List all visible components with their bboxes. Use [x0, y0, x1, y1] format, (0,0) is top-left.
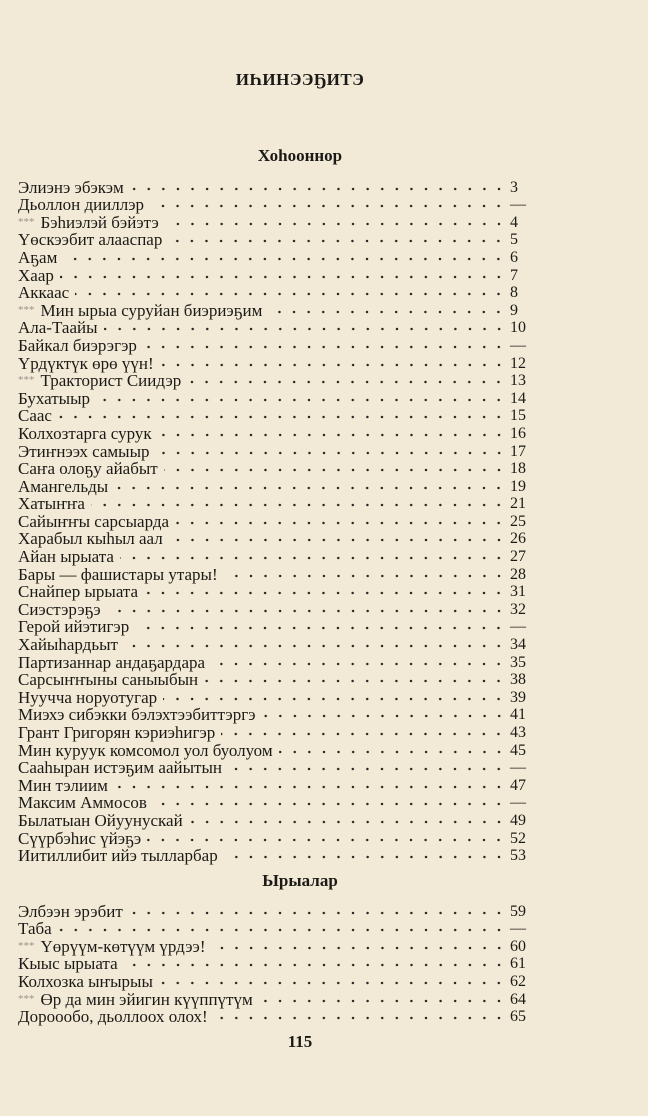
entry-title-text: Бары — фашистары утары!	[18, 564, 218, 584]
entry-page-number: 43	[510, 724, 526, 741]
entry-page-number: 14	[510, 389, 526, 407]
entry-title-text: Таба	[18, 919, 52, 939]
entry-page-number: 6	[510, 248, 518, 266]
entry-title	[18, 407, 52, 424]
dot-leader	[228, 765, 506, 773]
toc-entry	[18, 248, 530, 266]
entry-title-text: Тракторист Сиидэр	[40, 371, 182, 391]
entry-title	[18, 319, 98, 336]
entry-title-text: Хатыҥҥа	[18, 494, 85, 514]
entry-title	[18, 214, 159, 231]
entry-title	[18, 372, 181, 389]
entry-page-number: 39	[510, 688, 526, 706]
entry-title-text: Харабыл кыһыл аал	[18, 529, 163, 549]
dot-leader	[63, 255, 506, 263]
toc-entry	[18, 776, 530, 794]
entry-page-number: 21	[510, 495, 526, 513]
dot-leader	[58, 926, 506, 934]
entry-title-text: Сиэстэрэҕэ	[18, 599, 101, 619]
entry-title	[18, 355, 154, 372]
entry-title-text: Этиҥнээх самыыр	[18, 441, 150, 461]
toc-entry	[18, 178, 530, 196]
dot-leader	[114, 484, 506, 492]
toc-entry	[18, 794, 530, 812]
entry-title-text: Колхозка ыҥырыы	[18, 971, 153, 991]
entry-title-text: Өр да мин эйигин күүппүтүм	[40, 989, 253, 1009]
toc-entry	[18, 635, 530, 653]
toc-entry	[18, 741, 530, 759]
toc-entry	[18, 847, 530, 865]
entry-page-number: 53	[510, 847, 526, 865]
dot-leader	[221, 730, 506, 738]
entry-title-text: Бэһиэлэй бэйэтэ	[40, 212, 159, 232]
toc-entry	[18, 284, 530, 302]
entry-title-text: Саас	[18, 406, 52, 426]
entry-title-text: Сааһыран истэҕим аайытын	[18, 758, 222, 778]
dot-leader	[279, 748, 506, 756]
toc-entry	[18, 477, 530, 495]
dot-leader	[187, 378, 506, 386]
entry-title	[18, 443, 150, 460]
entry-title	[18, 495, 85, 512]
entry-page-number: 19	[510, 477, 526, 495]
dot-leader	[164, 466, 506, 474]
entry-page-number: 38	[510, 671, 526, 689]
entry-page-number: 5	[510, 231, 518, 249]
dot-leader	[58, 413, 506, 421]
entry-page-number: 15	[510, 407, 526, 425]
toc-entry	[18, 706, 530, 724]
dot-leader	[159, 979, 506, 987]
entry-title	[18, 530, 163, 547]
dot-leader	[153, 800, 506, 808]
entry-page-number: 8	[510, 284, 518, 302]
toc-entry	[18, 653, 530, 671]
entry-title	[18, 267, 54, 284]
entry-title	[18, 425, 152, 442]
dot-leader	[212, 944, 507, 952]
asterisks-marker: ***	[18, 992, 35, 1005]
entry-page-number: 13	[510, 372, 526, 390]
dot-leader	[130, 185, 506, 193]
dot-leader	[224, 853, 506, 861]
toc-entry	[18, 688, 530, 706]
entry-title	[18, 991, 253, 1008]
entry-title	[18, 1008, 208, 1025]
dot-leader	[107, 607, 506, 615]
entry-title	[18, 284, 69, 301]
entry-title	[18, 583, 138, 600]
entry-title-text: Дьоллон дииллэр	[18, 195, 145, 215]
entry-title	[18, 231, 162, 248]
dot-leader	[214, 1014, 506, 1022]
toc-entry	[18, 372, 530, 390]
toc-entry	[18, 618, 530, 636]
entry-page-number: —	[510, 920, 526, 938]
entry-title	[18, 179, 124, 196]
entry-title	[18, 955, 118, 972]
entry-title	[18, 618, 129, 635]
entry-page-number: 61	[510, 955, 526, 973]
entry-page-number: 3	[510, 178, 518, 196]
entry-title-text: Мин тэлиим	[18, 775, 108, 795]
dot-leader	[160, 361, 506, 369]
toc-entry	[18, 407, 530, 425]
toc-entry	[18, 530, 530, 548]
entry-page-number: 65	[510, 1008, 526, 1026]
dot-leader	[124, 642, 506, 650]
entry-page-number: 12	[510, 354, 526, 372]
entry-page-number: 9	[510, 301, 518, 319]
dot-leader	[268, 308, 506, 316]
entry-title-text: Үөрүүм-көтүүм үрдээ!	[40, 936, 206, 956]
entry-title	[18, 337, 137, 354]
toc-entry	[18, 231, 530, 249]
dot-leader	[224, 572, 506, 580]
entry-title	[18, 903, 123, 920]
entry-title-text: Максим Аммосов	[18, 793, 147, 813]
entry-title-text: Мин ырыа суруйан биэриэҕим	[40, 300, 263, 320]
page-title: ИҺИНЭЭҔИТЭ	[235, 70, 365, 89]
entry-page-number: 31	[510, 583, 526, 601]
entry-title	[18, 302, 262, 319]
toc-entry	[18, 460, 530, 478]
entry-title-text: Аҕам	[18, 247, 58, 267]
dot-leader	[262, 712, 507, 720]
toc-entry	[18, 301, 530, 319]
dot-leader	[114, 783, 506, 791]
dot-leader	[150, 202, 506, 210]
entry-page-number: —	[510, 196, 526, 214]
toc-list-songs	[18, 902, 530, 1025]
entry-title	[18, 938, 206, 955]
dot-leader	[169, 536, 506, 544]
entry-title	[18, 973, 153, 990]
entry-page-number: 27	[510, 548, 526, 566]
entry-title-text: Ала-Таайы	[18, 318, 98, 338]
entry-page-number: 52	[510, 829, 526, 847]
entry-title-text: Элбээн эрэбит	[18, 901, 123, 921]
entry-page-number: 4	[510, 213, 518, 231]
entry-page-number: 35	[510, 653, 526, 671]
entry-page-number: 10	[510, 319, 526, 337]
toc-entry	[18, 354, 530, 372]
entry-title-text: Иитиллибит ийэ тылларбар	[18, 846, 218, 866]
entry-title-text: Сүүрбэһис үйэҕэ	[18, 828, 142, 848]
entry-title-text: Снайпер ырыата	[18, 582, 139, 602]
toc-entry	[18, 266, 530, 284]
entry-page-number: 32	[510, 600, 526, 618]
entry-title	[18, 812, 183, 829]
entry-page-number: 28	[510, 565, 526, 583]
entry-title-text: Үөскээбит алааспар	[18, 230, 163, 250]
toc-entry	[18, 902, 530, 920]
entry-title	[18, 671, 198, 688]
entry-page-number: 26	[510, 530, 526, 548]
dot-leader	[163, 695, 506, 703]
dot-leader	[156, 449, 506, 457]
entry-page-number: 47	[510, 776, 526, 794]
entry-title-text: Грант Григорян кэриэһигэр	[18, 723, 216, 742]
toc-entry	[18, 336, 530, 354]
entry-title-text: Дороообо, дьоллоох олох!	[18, 1007, 208, 1027]
dot-leader	[204, 677, 506, 685]
entry-title-text: Миэхэ сибэкки бэлэхтээбиттэргэ	[18, 705, 256, 725]
toc-entry	[18, 547, 530, 565]
entry-title	[18, 742, 273, 759]
dot-leader	[211, 660, 506, 668]
toc-entry	[18, 671, 530, 689]
dot-leader	[120, 554, 506, 562]
entry-page-number: 59	[510, 902, 526, 920]
dot-leader	[104, 325, 506, 333]
entry-title-text: Мин куруук комсомол уол буолуом	[18, 740, 273, 760]
dot-leader	[75, 290, 506, 298]
entry-title	[18, 249, 57, 266]
toc-entry	[18, 1008, 530, 1026]
asterisks-marker: ***	[18, 939, 35, 952]
entry-title-text: Амангельды	[18, 476, 109, 496]
entry-title-text: Хаар	[18, 265, 54, 285]
entry-title-text: Саҥа олоҕу айабыт	[18, 459, 158, 479]
entry-title-text: Кыыс ырыата	[18, 954, 118, 974]
entry-title	[18, 706, 256, 723]
dot-leader	[259, 997, 506, 1005]
entry-title	[18, 478, 108, 495]
entry-title-text: Аккаас	[18, 283, 70, 303]
toc-entry	[18, 319, 530, 337]
dot-leader	[129, 909, 506, 917]
section-heading-poems: Хоһооннор	[257, 146, 343, 165]
entry-title-text: Элиэнэ эбэкэм	[18, 177, 124, 197]
entry-page-number: —	[510, 794, 526, 812]
entry-title	[18, 724, 215, 741]
dot-leader	[143, 343, 506, 351]
entry-title-text: Былатыан Ойуунускай	[18, 810, 183, 830]
toc-entry	[18, 196, 530, 214]
entry-title	[18, 460, 158, 477]
dot-leader	[135, 624, 506, 632]
dot-leader	[147, 836, 506, 844]
asterisks-marker: ***	[18, 215, 35, 228]
toc-entry	[18, 972, 530, 990]
entry-page-number: 41	[510, 706, 526, 724]
entry-title	[18, 196, 144, 213]
asterisks-marker: ***	[18, 374, 35, 387]
entry-page-number: 18	[510, 460, 526, 478]
dot-leader	[189, 818, 506, 826]
dot-leader	[96, 396, 506, 404]
toc-list-poems	[18, 178, 530, 864]
entry-page-number: 45	[510, 741, 526, 759]
toc-entry	[18, 495, 530, 513]
toc-entry	[18, 512, 530, 530]
entry-page-number: 60	[510, 937, 526, 955]
entry-title-text: Үрдүктүк өрө үүн!	[18, 353, 154, 373]
toc-entry	[18, 600, 530, 618]
entry-title-text: Хайыһардьыт	[18, 635, 118, 655]
entry-page-number: 17	[510, 442, 526, 460]
dot-leader	[91, 501, 506, 509]
toc-entry	[18, 723, 530, 741]
entry-page-number: 34	[510, 636, 526, 654]
entry-title-text: Герой ийэтигэр	[18, 617, 130, 637]
entry-title	[18, 548, 114, 565]
toc-entry	[18, 937, 530, 955]
entry-page-number: —	[510, 336, 526, 354]
dot-leader	[168, 237, 506, 245]
entry-page-number: 7	[510, 266, 518, 284]
entry-title	[18, 920, 52, 937]
entry-title	[18, 654, 205, 671]
entry-page-number: —	[510, 759, 526, 777]
dot-leader	[144, 589, 506, 597]
entry-page-number: 25	[510, 512, 526, 530]
toc-entry	[18, 759, 530, 777]
entry-title-text: Колхозтарга сурук	[18, 423, 152, 443]
entry-title-text: Айан ырыата	[18, 547, 114, 567]
dot-leader	[165, 220, 506, 228]
dot-leader	[60, 273, 506, 281]
entry-title-text: Нуучча норуотугар	[18, 687, 158, 707]
dot-leader	[175, 519, 506, 527]
entry-title	[18, 847, 218, 864]
entry-title-text: Сарсыҥҥыны саныыбын	[18, 670, 199, 690]
entry-page-number: 49	[510, 811, 526, 829]
entry-page-number: —	[510, 618, 526, 636]
toc-entry	[18, 829, 530, 847]
entry-title-text: Партизаннар андаҕардара	[18, 652, 206, 672]
toc-entry	[18, 990, 530, 1008]
entry-title	[18, 830, 141, 847]
entry-title	[18, 636, 118, 653]
entry-title	[18, 601, 101, 618]
asterisks-marker: ***	[18, 303, 35, 316]
entry-title	[18, 566, 218, 583]
toc-entry	[18, 811, 530, 829]
toc-entry	[18, 389, 530, 407]
entry-page-number: 62	[510, 972, 526, 990]
page-number: 115	[287, 1032, 313, 1051]
entry-title-text: Сайыҥҥы сарсыарда	[18, 511, 170, 531]
dot-leader	[158, 431, 506, 439]
entry-title	[18, 794, 147, 811]
entry-title-text: Бухатыыр	[18, 388, 90, 408]
toc-entry	[18, 583, 530, 601]
entry-title	[18, 759, 222, 776]
toc-entry	[18, 955, 530, 973]
toc-entry	[18, 424, 530, 442]
entry-title	[18, 777, 108, 794]
dot-leader	[124, 961, 506, 969]
toc-entry	[18, 442, 530, 460]
entry-title	[18, 689, 157, 706]
section-heading-songs: Ырыалар	[262, 871, 338, 890]
entry-title-text: Байкал биэрэгэр	[18, 335, 137, 355]
entry-title	[18, 390, 90, 407]
entry-title	[18, 513, 169, 530]
entry-page-number: 16	[510, 424, 526, 442]
toc-entry	[18, 213, 530, 231]
toc-entry	[18, 565, 530, 583]
entry-page-number: 64	[510, 990, 526, 1008]
toc-entry	[18, 920, 530, 938]
